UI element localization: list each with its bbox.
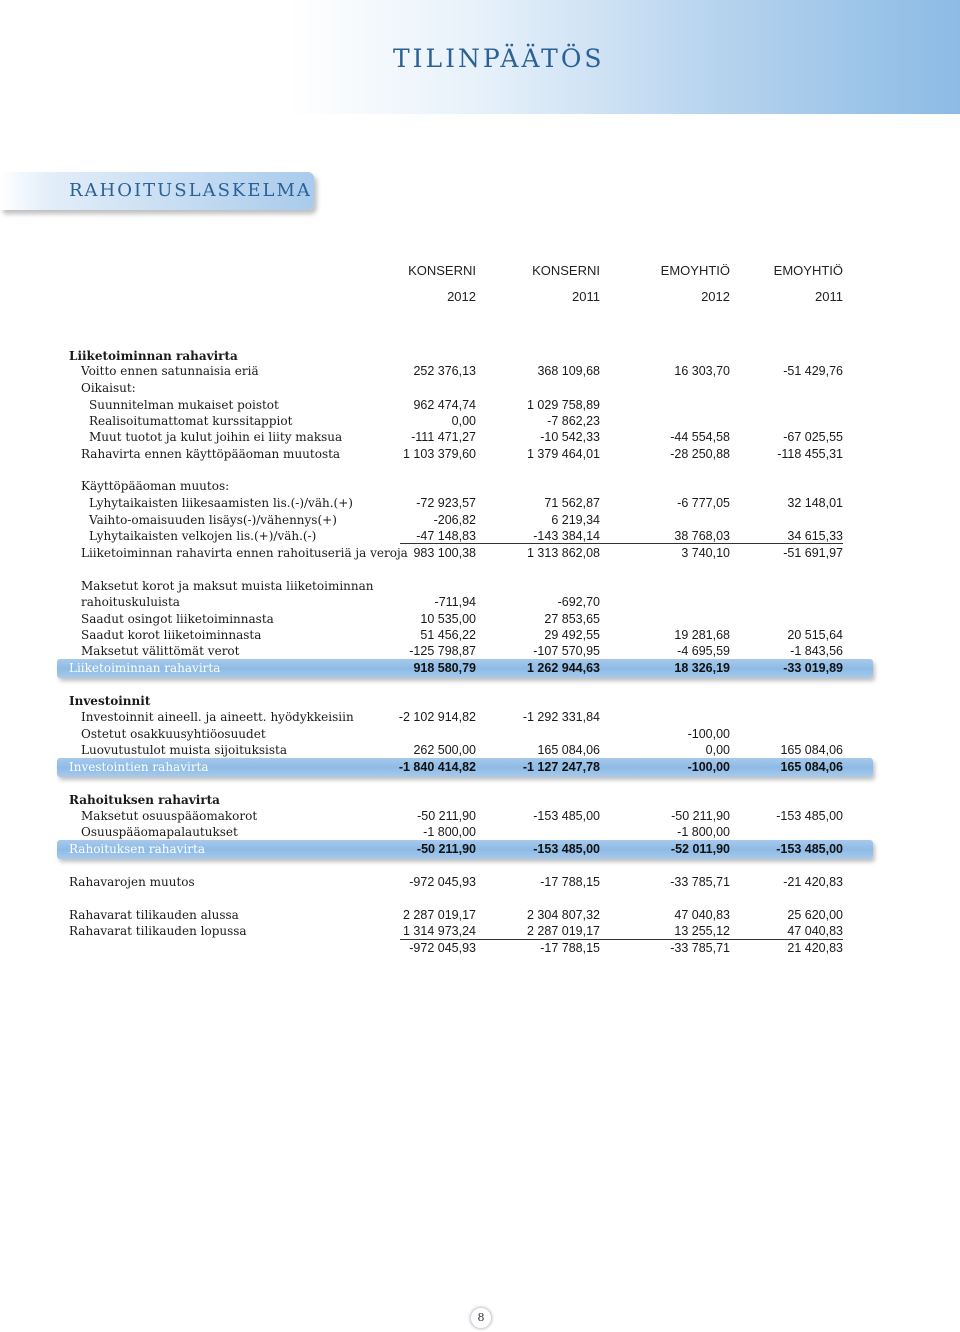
table-row — [0, 380, 960, 396]
row-value-col4: -153 485,00 — [776, 809, 843, 823]
table-row-total — [0, 759, 960, 775]
row-value-col1: 262 500,00 — [413, 743, 476, 757]
table-row — [0, 627, 960, 643]
row-value-col2: -143 384,14 — [533, 529, 600, 543]
table-row — [0, 528, 960, 544]
row-label: Rahoituksen rahavirta — [69, 842, 205, 856]
row-value-col1: -972 045,93 — [409, 941, 476, 955]
row-value-col4: -33 019,89 — [783, 661, 843, 675]
row-label: Liiketoiminnan rahavirta — [69, 661, 221, 675]
row-value-col2: -1 127 247,78 — [522, 760, 600, 774]
row-value-col4: 20 515,64 — [787, 628, 843, 642]
row-value-col1: -47 148,83 — [416, 529, 476, 543]
row-label: Rahavarojen muutos — [69, 875, 195, 889]
row-label: Lyhytaikaisten velkojen lis.(+)/väh.(-) — [89, 529, 317, 543]
row-label: Liiketoiminnan rahavirta ennen rahoituseriä ja veroja — [81, 546, 408, 560]
row-label: Oikaisut: — [81, 381, 136, 395]
row-value-col2: 29 492,55 — [544, 628, 600, 642]
row-value-col3: 13 255,12 — [674, 924, 730, 938]
table-row — [0, 792, 960, 808]
row-value-col3: 0,00 — [705, 743, 730, 757]
col-header-emoyhtio-2012: EMOYHTIÖ — [660, 263, 730, 278]
row-value-col2: 1 313 862,08 — [527, 546, 600, 560]
row-label: Rahavirta ennen käyttöpääoman muutosta — [81, 447, 341, 461]
table-row — [0, 923, 960, 939]
row-value-col2: 2 287 019,17 — [527, 924, 600, 938]
row-label: Liiketoiminnan rahavirta — [69, 349, 238, 363]
row-value-col1: 0,00 — [451, 414, 476, 428]
table-row — [0, 709, 960, 725]
row-value-col2: -1 292 331,84 — [522, 710, 600, 724]
row-label: Käyttöpääoman muutos: — [81, 479, 230, 493]
row-value-col1: 1 314 973,24 — [403, 924, 476, 938]
row-value-col3: 19 281,68 — [674, 628, 730, 642]
row-value-col3: -6 777,05 — [677, 496, 730, 510]
table-row-total — [0, 841, 960, 857]
row-value-col1: -111 471,27 — [411, 430, 476, 444]
row-value-col1: -72 923,57 — [416, 496, 476, 510]
row-value-col3: 38 768,03 — [674, 529, 730, 543]
row-value-col2: -692,70 — [557, 595, 600, 609]
row-label: Osuuspääomapalautukset — [81, 825, 238, 839]
row-value-col2: 2 304 807,32 — [527, 908, 600, 922]
row-value-col2: 71 562,87 — [544, 496, 600, 510]
row-value-col4: -118 455,31 — [777, 447, 843, 461]
row-value-col1: -711,94 — [434, 595, 476, 609]
col-header-konserni-2011: KONSERNI — [532, 263, 600, 278]
col-header-emoyhtio-2011: EMOYHTIÖ — [773, 263, 843, 278]
row-value-col2: 6 219,34 — [551, 513, 600, 527]
row-label: Investoinnit — [69, 694, 151, 708]
row-value-col4: -21 420,83 — [783, 875, 843, 889]
row-value-col4: -51 429,76 — [783, 364, 843, 378]
row-label: Vaihto-omaisuuden lisäys(-)/vähennys(+) — [89, 513, 337, 527]
row-value-col4: 165 084,06 — [780, 760, 843, 774]
row-value-col2: 1 379 464,01 — [527, 447, 600, 461]
row-value-col3: 16 303,70 — [674, 364, 730, 378]
table-row — [0, 874, 960, 890]
row-value-col1: 51 456,22 — [420, 628, 476, 642]
row-label: Investointien rahavirta — [69, 760, 209, 774]
row-value-col3: 18 326,19 — [674, 661, 730, 675]
row-value-col4: 32 148,01 — [787, 496, 843, 510]
row-value-col1: -2 102 914,82 — [398, 710, 476, 724]
table-row — [0, 512, 960, 528]
row-value-col3: -100,00 — [687, 727, 730, 741]
row-label: Maksetut osuuspääomakorot — [81, 809, 258, 823]
row-value-col3: -33 785,71 — [670, 875, 730, 889]
row-value-col4: -51 691,97 — [783, 546, 843, 560]
row-label: Maksetut korot ja maksut muista liiketoiminnan — [81, 579, 374, 593]
row-value-col2: 165 084,06 — [537, 743, 600, 757]
row-value-col2: 1 262 944,63 — [527, 661, 600, 675]
row-value-col1: -206,82 — [433, 513, 476, 527]
row-value-col2: -7 862,23 — [547, 414, 600, 428]
row-value-col2: 368 109,68 — [537, 364, 600, 378]
row-value-col4: -67 025,55 — [783, 430, 843, 444]
row-value-col2: -153 485,00 — [533, 809, 600, 823]
col-header-konserni-2012: KONSERNI — [408, 263, 476, 278]
row-label: Rahavarat tilikauden alussa — [69, 908, 239, 922]
table-row — [0, 824, 960, 840]
row-value-col1: -1 840 414,82 — [398, 760, 476, 774]
row-value-col1: -125 798,87 — [409, 644, 476, 658]
table-row — [0, 545, 960, 561]
row-value-col3: -100,00 — [687, 760, 730, 774]
table-row — [0, 742, 960, 758]
table-row — [0, 578, 960, 594]
row-value-col2: -17 788,15 — [540, 875, 600, 889]
page-title: TILINPÄÄTÖS — [393, 44, 605, 73]
row-value-col1: 252 376,13 — [413, 364, 476, 378]
row-label: Muut tuotot ja kulut joihin ei liity maksua — [89, 430, 343, 444]
col-year-1: 2012 — [447, 289, 476, 304]
row-value-col1: 1 103 379,60 — [403, 447, 476, 461]
table-row — [0, 397, 960, 413]
row-label: Realisoitumattomat kurssitappiot — [89, 414, 293, 428]
table-row — [0, 363, 960, 379]
row-value-col4: 165 084,06 — [780, 743, 843, 757]
row-value-col1: 983 100,38 — [413, 546, 476, 560]
row-value-col3: -52 011,90 — [670, 842, 730, 856]
row-value-col4: 21 420,83 — [787, 941, 843, 955]
col-year-3: 2012 — [701, 289, 730, 304]
row-value-col1: 962 474,74 — [413, 398, 476, 412]
col-year-2: 2011 — [572, 289, 600, 304]
row-value-col2: -17 788,15 — [540, 941, 600, 955]
row-value-col2: 27 853,65 — [544, 612, 600, 626]
table-row — [0, 611, 960, 627]
row-label: Voitto ennen satunnaisia eriä — [81, 364, 259, 378]
table-row — [0, 643, 960, 659]
row-value-col1: -50 211,90 — [417, 809, 476, 823]
row-value-col3: 47 040,83 — [674, 908, 730, 922]
table-row — [0, 413, 960, 429]
row-label: Maksetut välittömät verot — [81, 644, 240, 658]
row-value-col3: -44 554,58 — [670, 430, 730, 444]
table-row — [0, 478, 960, 494]
row-value-col3: -50 211,90 — [671, 809, 730, 823]
row-value-col1: -50 211,90 — [416, 842, 476, 856]
row-value-col2: -10 542,33 — [540, 430, 600, 444]
row-label: rahoituskuluista — [81, 595, 180, 609]
col-year-4: 2011 — [815, 289, 843, 304]
table-row — [0, 594, 960, 610]
row-label: Rahoituksen rahavirta — [69, 793, 220, 807]
row-value-col1: 918 580,79 — [413, 661, 476, 675]
row-value-col4: -153 485,00 — [776, 842, 843, 856]
row-value-col1: 10 535,00 — [420, 612, 476, 626]
row-value-col1: -1 800,00 — [423, 825, 476, 839]
table-row — [0, 429, 960, 445]
row-value-col1: -972 045,93 — [409, 875, 476, 889]
row-value-col3: 3 740,10 — [681, 546, 730, 560]
section-title: RAHOITUSLASKELMA — [69, 180, 312, 201]
row-label: Investoinnit aineell. ja aineett. hyödykkeisiin — [81, 710, 354, 724]
row-value-col3: -1 800,00 — [677, 825, 730, 839]
row-label: Luovutustulot muista sijoituksista — [81, 743, 288, 757]
row-value-col1: 2 287 019,17 — [403, 908, 476, 922]
row-value-col3: -33 785,71 — [670, 941, 730, 955]
row-label: Ostetut osakkuusyhtiöosuudet — [81, 727, 266, 741]
table-row — [0, 495, 960, 511]
row-value-col2: -107 570,95 — [533, 644, 600, 658]
row-label: Saadut osingot liiketoiminnasta — [81, 612, 274, 626]
row-value-col3: -28 250,88 — [670, 447, 730, 461]
row-value-col2: 1 029 758,89 — [527, 398, 600, 412]
table-row — [0, 726, 960, 742]
row-label: Suunnitelman mukaiset poistot — [89, 398, 279, 412]
table-row — [0, 907, 960, 923]
row-label: Rahavarat tilikauden lopussa — [69, 924, 247, 938]
row-value-col4: -1 843,56 — [790, 644, 843, 658]
table-row — [0, 808, 960, 824]
row-value-col4: 47 040,83 — [787, 924, 843, 938]
table-row-total — [0, 660, 960, 676]
table-row — [0, 940, 960, 956]
row-label: Saadut korot liiketoiminnasta — [81, 628, 262, 642]
table-row — [0, 693, 960, 709]
table-row — [0, 348, 960, 364]
row-label: Lyhytaikaisten liikesaamisten lis.(-)/väh.(+) — [89, 496, 353, 510]
row-value-col2: -153 485,00 — [533, 842, 600, 856]
row-value-col3: -4 695,59 — [677, 644, 730, 658]
row-value-col4: 25 620,00 — [787, 908, 843, 922]
row-value-col4: 34 615,33 — [787, 529, 843, 543]
table-row — [0, 446, 960, 462]
page-number: 8 — [470, 1307, 492, 1329]
